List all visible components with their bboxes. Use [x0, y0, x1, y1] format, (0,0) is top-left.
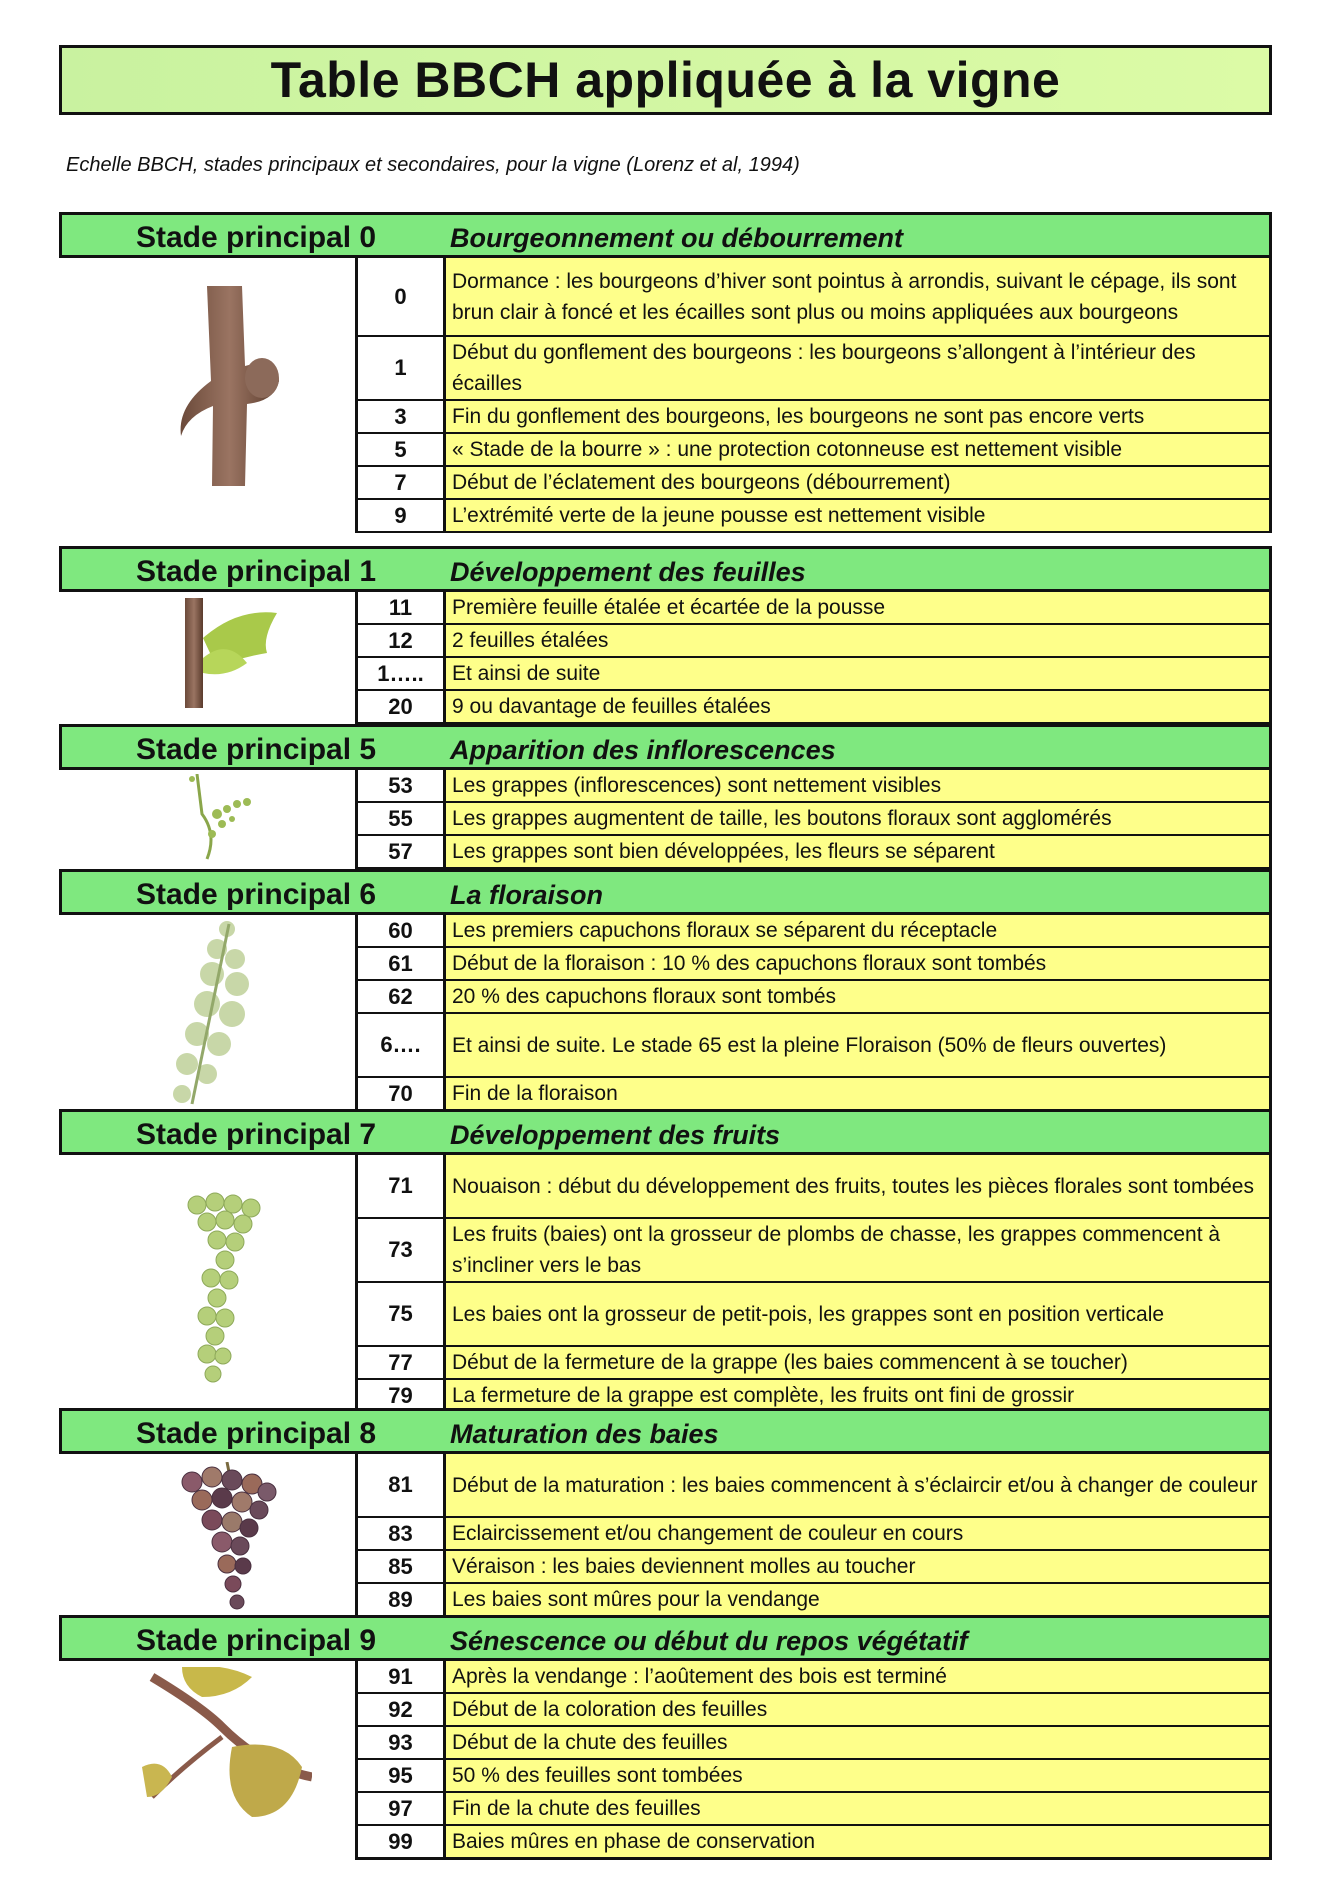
stage-code: 62: [355, 981, 443, 1014]
stage-label: Stade principal 0: [136, 221, 377, 254]
page-title: Table BBCH appliquée à la vigne: [270, 52, 1061, 108]
stage-code: 1…..: [355, 658, 443, 691]
stage-label: Stade principal 8: [136, 1417, 377, 1450]
stage-code: 77: [355, 1347, 443, 1380]
stage-code: 7: [355, 467, 443, 500]
stage-description: Et ainsi de suite. Le stade 65 est la pleine Floraison (50% de fleurs ouvertes): [443, 1014, 1272, 1078]
stage-title: Développement des feuilles: [450, 557, 806, 587]
ripening-grape-cluster-icon: [59, 1464, 355, 1619]
stage-description: La fermeture de la grappe est complète, les fruits ont fini de grossir: [443, 1380, 1272, 1413]
stage-code: 89: [355, 1584, 443, 1617]
stage-code: 85: [355, 1551, 443, 1584]
stage-code: 83: [355, 1518, 443, 1551]
stage-label: Stade principal 5: [136, 733, 377, 766]
stage-code: 92: [355, 1694, 443, 1727]
stage-description: Nouaison : début du développement des fruits, toutes les pièces florales sont tombées: [443, 1155, 1272, 1219]
stage-title: Bourgeonnement ou débourrement: [450, 223, 904, 253]
stage-code: 81: [355, 1454, 443, 1518]
stage-label: Stade principal 7: [136, 1118, 377, 1151]
stage-code: 0: [355, 258, 443, 337]
stage-code: 61: [355, 948, 443, 981]
stage-description: 9 ou davantage de feuilles étalées: [443, 691, 1272, 724]
stage-description: Début de l’éclatement des bourgeons (débourrement): [443, 467, 1272, 500]
stage-description: Début de la maturation : les baies commencent à s’éclaircir et/ou à changer de couleur: [443, 1454, 1272, 1518]
stage-title: Développement des fruits: [450, 1120, 781, 1150]
stage-code: 20: [355, 691, 443, 724]
stage-code: 6….: [355, 1014, 443, 1078]
stage-description: Eclaircissement et/ou changement de couleur en cours: [443, 1518, 1272, 1551]
stage-header: [59, 1615, 1272, 1661]
subtitle: Echelle BBCH, stades principaux et secondaires, pour la vigne (Lorenz et al, 1994): [66, 154, 800, 176]
stage-description: « Stade de la bourre » : une protection cotonneuse est nettement visible: [443, 434, 1272, 467]
stage-description: Après la vendange : l’aoûtement des bois est terminé: [443, 1661, 1272, 1694]
stage-title: Sénescence ou début du repos végétatif: [450, 1626, 968, 1656]
stage-description: 2 feuilles étalées: [443, 625, 1272, 658]
stage-title: Maturation des baies: [450, 1419, 719, 1449]
stage-header: [59, 1109, 1272, 1155]
stage-code: 3: [355, 401, 443, 434]
stage-header: [59, 212, 1272, 258]
stage-description: 20 % des capuchons floraux sont tombés: [443, 981, 1272, 1014]
stage-code: 5: [355, 434, 443, 467]
stage-code: 57: [355, 836, 443, 869]
stage-description: Première feuille étalée et écartée de la pousse: [443, 592, 1272, 625]
stage-label: Stade principal 1: [136, 555, 377, 588]
stage-description: Fin de la chute des feuilles: [443, 1793, 1272, 1826]
stage-description: Dormance : les bourgeons d’hiver sont pointus à arrondis, suivant le cépage, ils sont brun clair à foncé et les écailles sont plus ou moins appliquées aux bourgeons: [443, 258, 1272, 337]
stage-code: 97: [355, 1793, 443, 1826]
stage-code: 1: [355, 337, 443, 401]
title-banner: [59, 45, 1272, 115]
stage-description: Fin de la floraison: [443, 1078, 1272, 1111]
inflorescence-icon: [59, 774, 355, 864]
stage-description: Véraison : les baies deviennent molles au toucher: [443, 1551, 1272, 1584]
stage-description: Début de la floraison : 10 % des capuchons floraux sont tombés: [443, 948, 1272, 981]
dormant-bud-icon: [59, 288, 355, 483]
stage-description: Début de la fermeture de la grappe (les baies commencent à se toucher): [443, 1347, 1272, 1380]
stage-description: Fin du gonflement des bourgeons, les bourgeons ne sont pas encore verts: [443, 401, 1272, 434]
stage-header: [59, 869, 1272, 915]
stage-code: 73: [355, 1219, 443, 1283]
stage-title: La floraison: [450, 880, 604, 910]
stage-code: 91: [355, 1661, 443, 1694]
stage-description: Les grappes sont bien développées, les fleurs se séparent: [443, 836, 1272, 869]
green-grape-cluster-icon: [59, 1185, 355, 1395]
stage-description: Baies mûres en phase de conservation: [443, 1826, 1272, 1859]
stage-header: [59, 724, 1272, 770]
stage-label: Stade principal 9: [136, 1624, 377, 1657]
stage-description: Les grappes (inflorescences) sont nettement visibles: [443, 770, 1272, 803]
stage-description: Les fruits (baies) ont la grosseur de plombs de chasse, les grappes commencent à s’incliner vers le bas: [443, 1219, 1272, 1283]
stage-code: 53: [355, 770, 443, 803]
flowering-cluster-icon: [59, 921, 355, 1106]
stage-description: Début de la coloration des feuilles: [443, 1694, 1272, 1727]
stage-title: Apparition des inflorescences: [450, 735, 836, 765]
stage-code: 71: [355, 1155, 443, 1219]
stage-code: 79: [355, 1380, 443, 1413]
stage-code: 60: [355, 915, 443, 948]
stage-code: 70: [355, 1078, 443, 1111]
stage-code: 95: [355, 1760, 443, 1793]
stage-code: 75: [355, 1283, 443, 1347]
young-leaf-icon: [59, 598, 355, 708]
stage-description: 50 % des feuilles sont tombées: [443, 1760, 1272, 1793]
stage-description: L’extrémité verte de la jeune pousse est nettement visible: [443, 500, 1272, 533]
stage-code: 11: [355, 592, 443, 625]
stage-description: Les baies ont la grosseur de petit-pois, les grappes sont en position verticale: [443, 1283, 1272, 1347]
stage-code: 55: [355, 803, 443, 836]
stage-code: 99: [355, 1826, 443, 1859]
stage-label: Stade principal 6: [136, 878, 377, 911]
stage-code: 12: [355, 625, 443, 658]
stage-code: 9: [355, 500, 443, 533]
senescent-vine-icon: [59, 1667, 355, 1827]
stage-description: Début du gonflement des bourgeons : les bourgeons s’allongent à l’intérieur des écailles: [443, 337, 1272, 401]
stage-description: Les premiers capuchons floraux se séparent du réceptacle: [443, 915, 1272, 948]
table-bottom-border: [355, 1857, 1272, 1860]
stage-code: 93: [355, 1727, 443, 1760]
stage-description: Les baies sont mûres pour la vendange: [443, 1584, 1272, 1617]
stage-description: Et ainsi de suite: [443, 658, 1272, 691]
stage-description: Début de la chute des feuilles: [443, 1727, 1272, 1760]
stage-description: Les grappes augmentent de taille, les boutons floraux sont agglomérés: [443, 803, 1272, 836]
stage-header: [59, 1408, 1272, 1454]
stage-header: [59, 546, 1272, 592]
